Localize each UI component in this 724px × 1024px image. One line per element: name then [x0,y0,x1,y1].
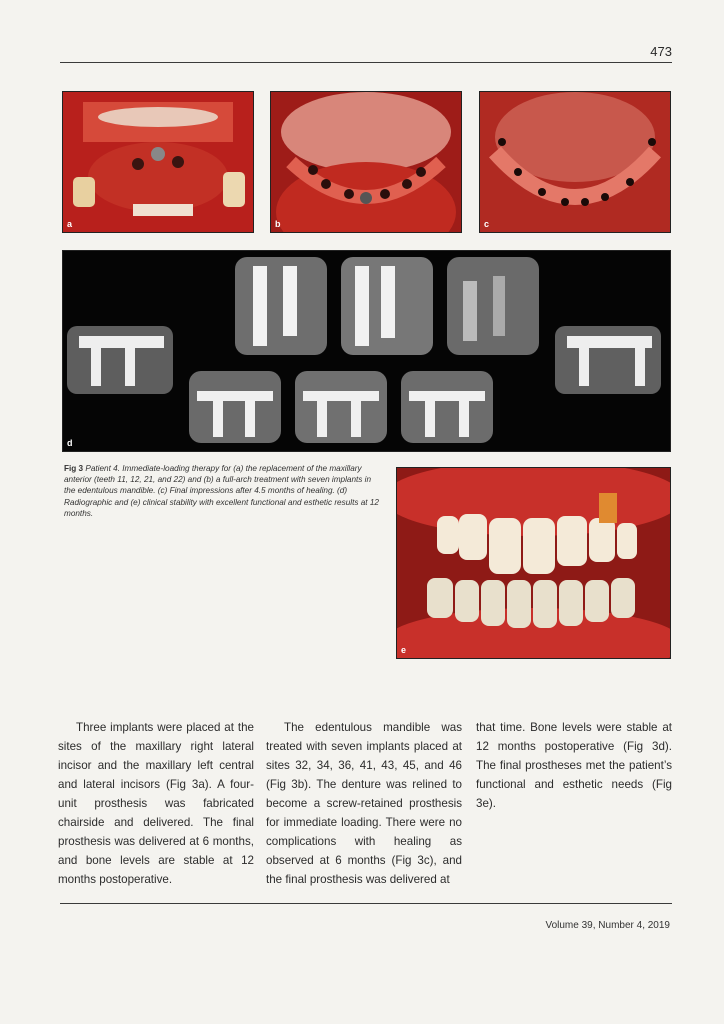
figure-caption [64,463,384,519]
body-column-3: that time. Bone levels were stable at 12 months postoperative (Fig 3d). The final prostheses met the patient’s functional and esthetic needs (Fig 3e). [476,721,672,810]
panel-label-b: b [275,219,281,229]
panel-label-c: c [484,219,490,229]
figure-caption-text: Patient 4. Immediate-loading therapy for (a) the replacement of the maxillary anterior (teeth 11, 12, 21, and 22) and (b) a full-arch treatment with seven implants in the edentulous mandible. (c) Final impressions after 4.5 months of healing. (d) Radiographic and (e) clinical stability with excellent functional and esthetic results at 12 months. [64,464,379,518]
photo-panel-b [270,91,462,233]
panel-label-d: d [67,438,73,448]
figure-label: Fig 3 [64,464,84,473]
journal-footer: Volume 39, Number 4, 2019 [545,920,670,931]
photo-panel-e [396,467,671,659]
photo-panel-a [62,91,254,233]
top-rule [60,62,672,63]
panel-label-a: a [67,219,73,229]
radiograph-panel-d [62,250,671,452]
body-column-2: The edentulous mandible was treated with seven implants placed at sites 32, 34, 36, 41, 43, 45, and 46 (Fig 3b). The denture was relined to become a screw-retained prosthesis for immediate loading. There were no complications with healing as observed at 6 months (Fig 3c), and the final prosthesis was delivered at [266,721,462,886]
body-column-1: Three implants were placed at the sites of the maxillary right lateral incisor and the maxillary left central and lateral incisors (Fig 3a). A four-unit prosthesis was fabricated chairside and delivered. The final prosthesis was delivered at 6 months, and bone levels are stable at 12 months postoperative. [58,721,254,886]
page-number: 473 [650,44,672,59]
panel-label-e: e [401,645,407,655]
bottom-rule [60,903,672,904]
photo-panel-c [479,91,671,233]
